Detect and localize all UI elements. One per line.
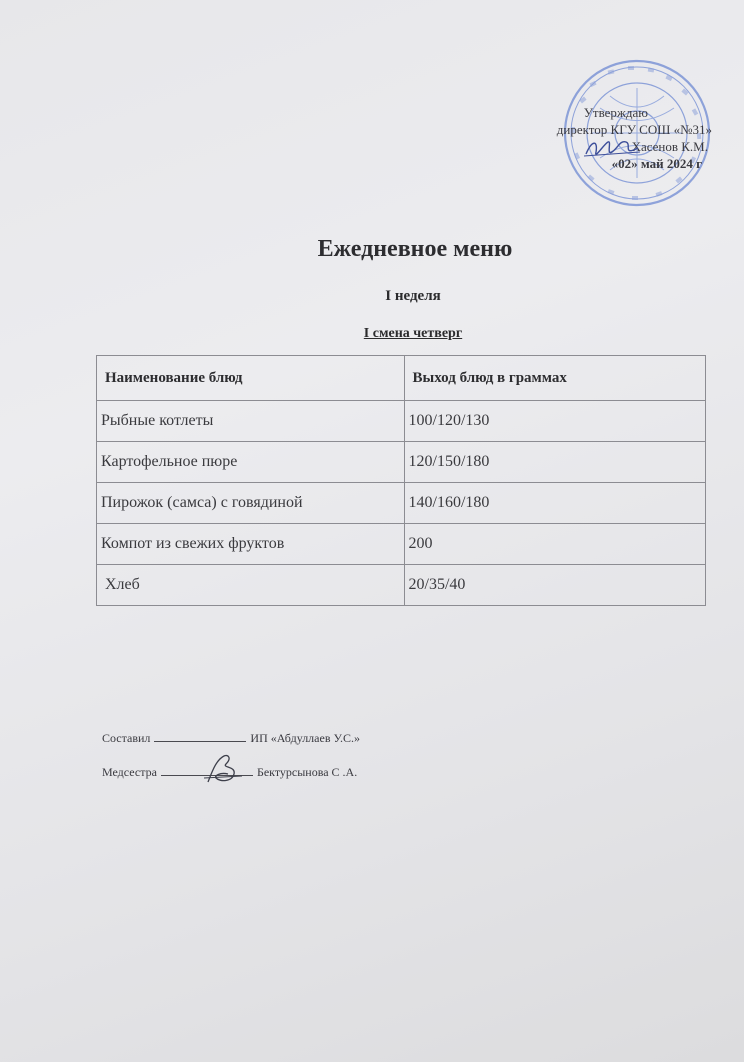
table-row bbox=[97, 442, 706, 483]
dish-cell: Рыбные котлеты bbox=[97, 401, 405, 442]
dish-cell: Пирожок (самса) с говядиной bbox=[97, 483, 405, 524]
compiled-by-name: ИП «Абдуллаев У.С.» bbox=[250, 731, 361, 745]
approval-position: директор КГУ СОШ «№31» bbox=[556, 122, 712, 137]
yield-cell: 20/35/40 bbox=[404, 565, 705, 606]
table-row bbox=[97, 401, 706, 442]
page-title: Ежедневное меню bbox=[317, 236, 513, 262]
approval-heading: Утверждаю bbox=[583, 105, 648, 120]
dish-cell: Компот из свежих фруктов bbox=[97, 524, 405, 565]
yield-cell: 140/160/180 bbox=[404, 483, 705, 524]
yield-cell: 120/150/180 bbox=[404, 442, 705, 483]
shift-label: I смена четверг bbox=[363, 326, 463, 341]
table-header-row bbox=[97, 356, 706, 401]
column-header-yield: Выход блюд в граммах bbox=[404, 356, 705, 401]
dish-cell: Хлеб bbox=[97, 565, 405, 606]
approval-date: «02» май 2024 г bbox=[611, 156, 702, 171]
menu-table bbox=[96, 355, 706, 606]
yield-cell: 100/120/130 bbox=[404, 401, 705, 442]
nurse-name: Бектурсынова С .А. bbox=[256, 765, 358, 779]
compiled-by-line bbox=[102, 731, 360, 746]
director-signature-icon bbox=[582, 134, 642, 162]
signature-blank-line bbox=[154, 731, 246, 742]
table-row bbox=[97, 483, 706, 524]
nurse-label: Медсестра bbox=[102, 765, 157, 779]
approval-director-name: Хасенов К.М. bbox=[631, 139, 708, 154]
table-row bbox=[97, 565, 706, 606]
column-header-dish: Наименование блюд bbox=[97, 356, 405, 401]
nurse-signature-icon bbox=[202, 752, 246, 786]
yield-cell: 200 bbox=[404, 524, 705, 565]
compiled-by-label: Составил bbox=[102, 731, 151, 745]
table-row bbox=[97, 524, 706, 565]
dish-cell: Картофельное пюре bbox=[97, 442, 405, 483]
week-label: I неделя bbox=[385, 288, 441, 304]
